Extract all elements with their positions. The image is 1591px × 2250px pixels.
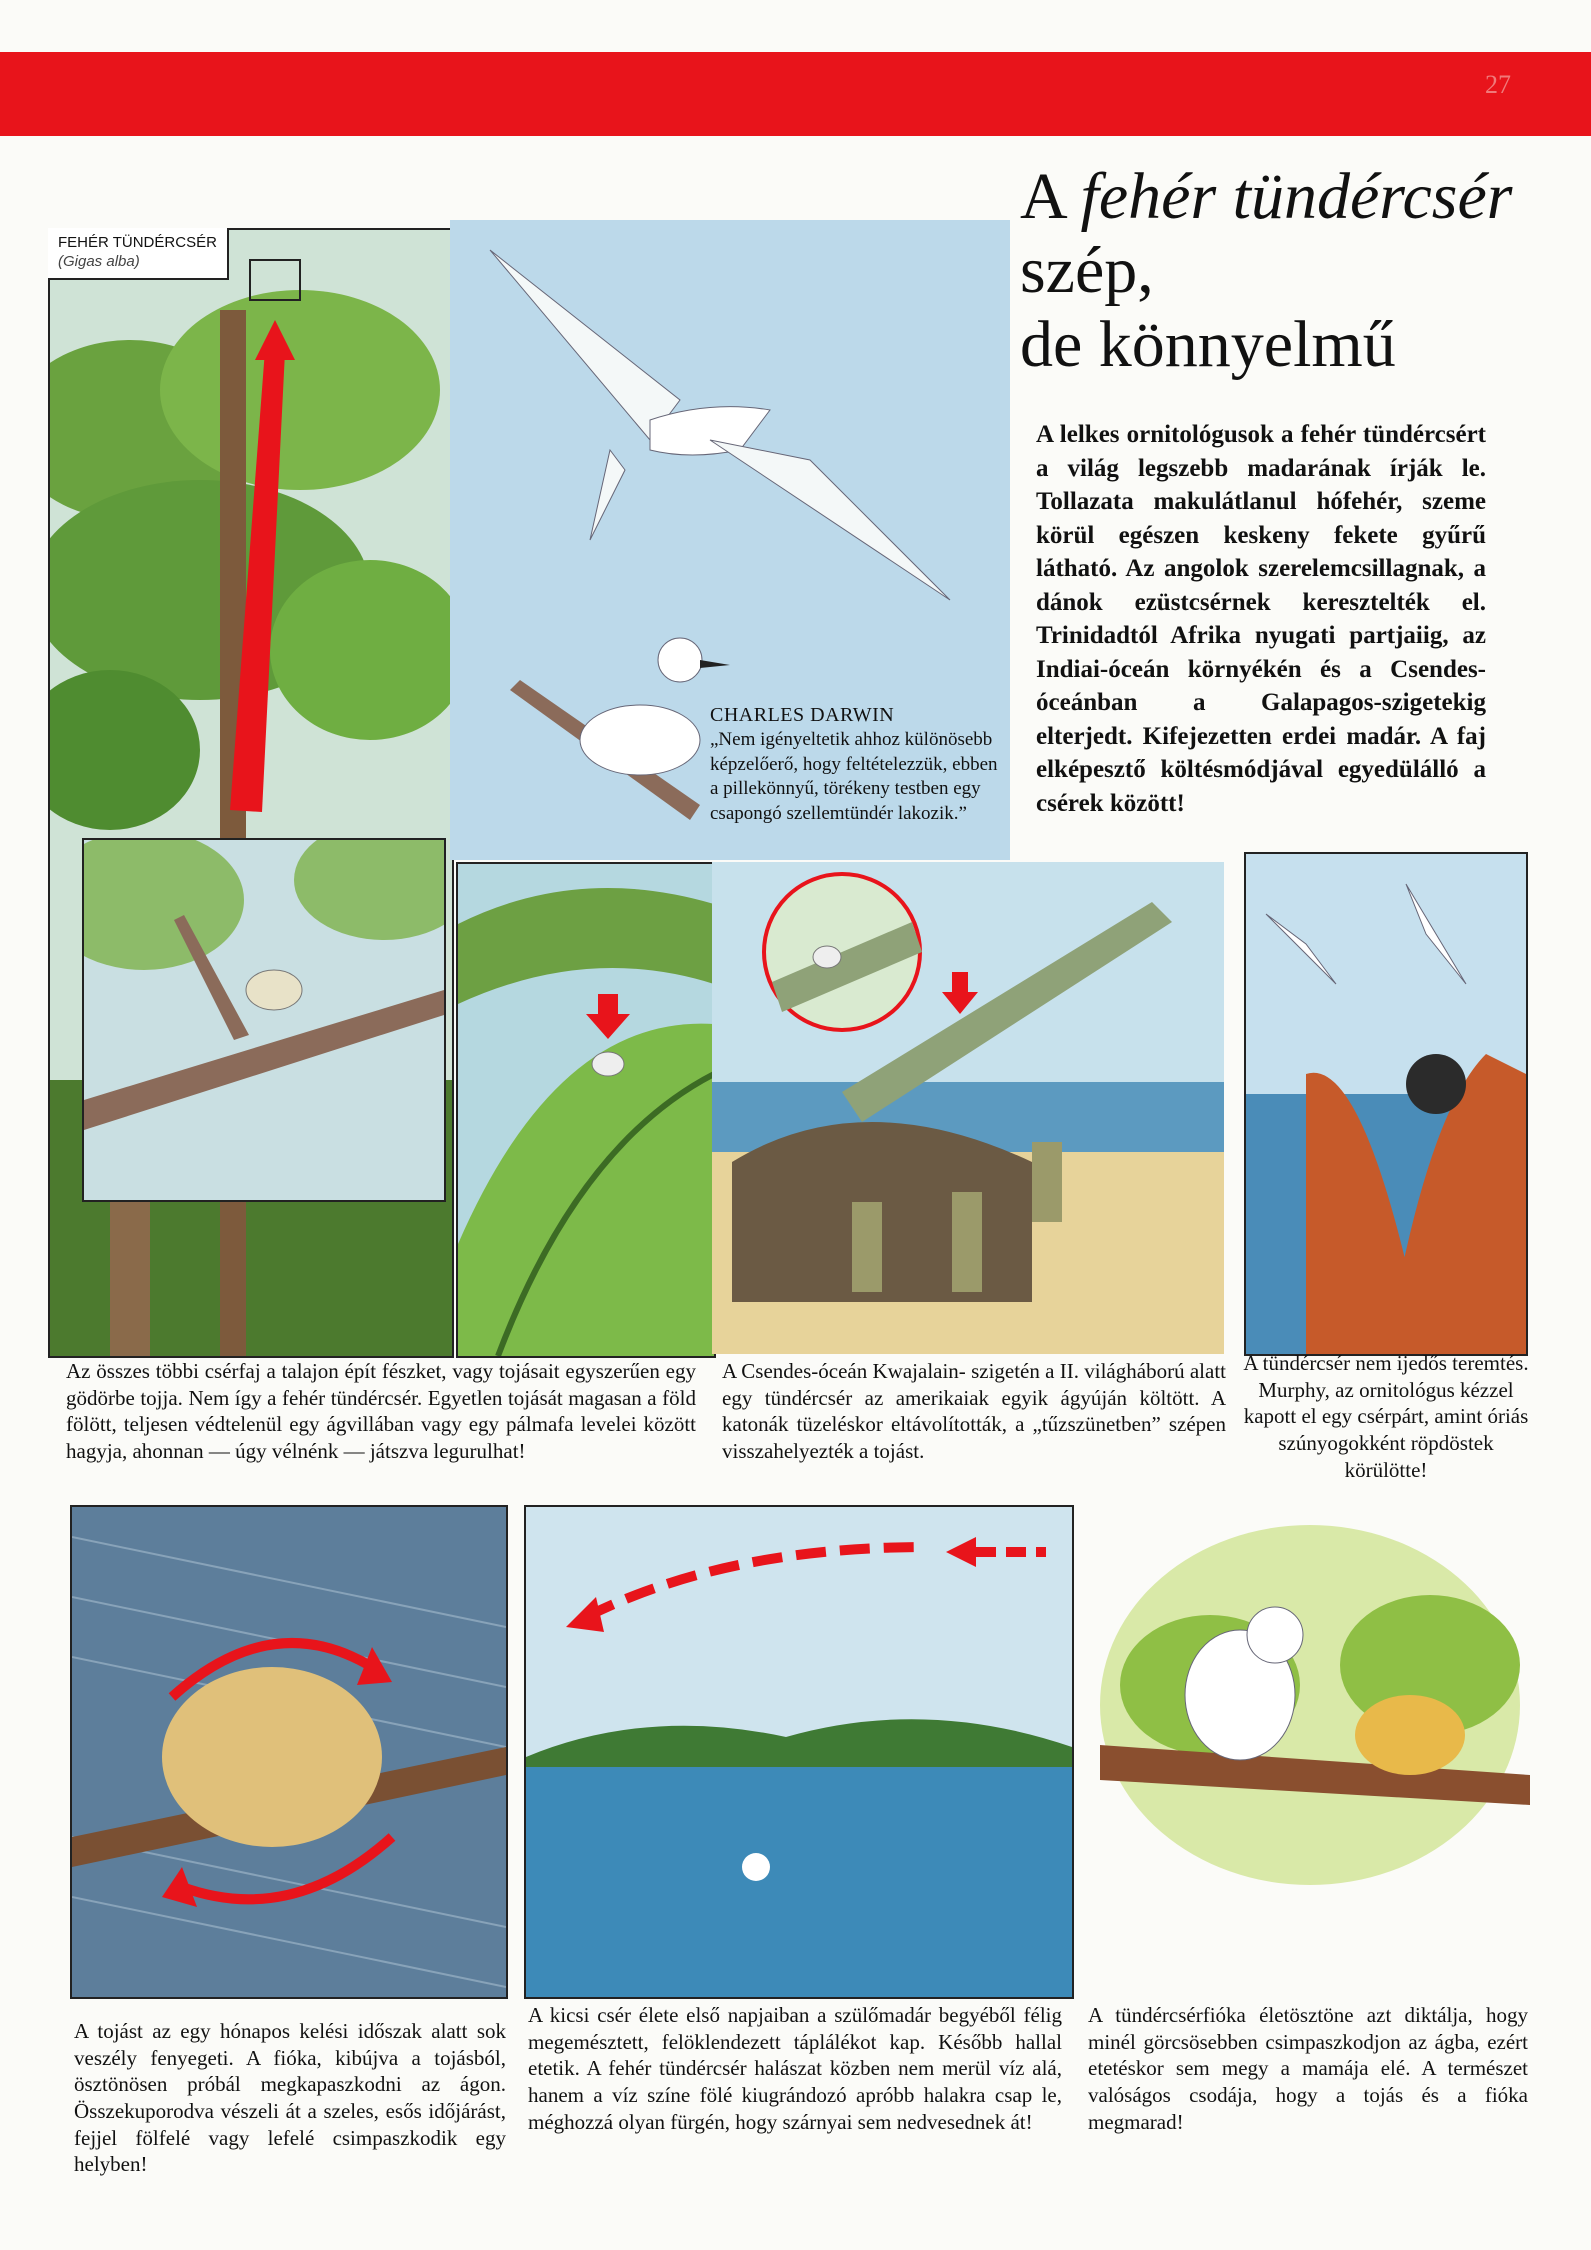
- caption-feeding: A kicsi csér élete első napjaiban a szülőmadár begyéből félig megemésztett, felöklendezett táplálékot kap. Később hallal etetik. A fehér tündércsér halászat közben nem merül víz alá, hanem a víz színe fölé kiugrándozó apróbb halakra csap le, méghozzá olyan fürgén, hogy szárnyai sem nedvesednek át!: [528, 2003, 1062, 2134]
- caption-wonder: A tündércsérfióka életösztöne azt diktálja, hogy minél görcsösebben csimpaszkodjon az ágba, ezért etetéskor sem megy a mamája elé. A természet valóságos csodája, hogy a tojás és a fióka megmarad!: [1088, 2003, 1528, 2134]
- palm-panel: [456, 862, 716, 1358]
- chick-in-storm-illustration: [72, 1507, 506, 1997]
- darwin-name: CHARLES DARWIN: [710, 704, 895, 726]
- cannon-soldiers-illustration: [712, 862, 1224, 1354]
- species-name: FEHÉR TÜNDÉRCSÉR: [58, 234, 217, 251]
- title-a: A: [1020, 160, 1065, 233]
- darwin-quote: „Nem igényeltetik ahhoz különösebb képzelőerő, hogy feltételezzük, ebben a pillekönnyű, törékeny testben egy csapongó szellemtündér lakozik.”: [710, 729, 998, 825]
- caption-kwajalein: A Csendes-óceán Kwajalain- szigetén a II. világháború alatt egy tündércsér az amerikaiak egyik ágyúján költött. A katonák tüzeléskor eltávolították, a „tűzszünetben” szépen visszahelyezték a tojást.: [722, 1359, 1226, 1463]
- murphy-catching-terns-illustration: [1246, 854, 1526, 1354]
- top-red-bar: [0, 52, 1591, 136]
- fishing-panel: [524, 1505, 1074, 1999]
- palm-egg-illustration: [458, 864, 714, 1356]
- cannon-panel: [712, 862, 1224, 1354]
- egg-on-branch-illustration: [84, 840, 444, 1200]
- title-rest2: de könnyelmű: [1020, 307, 1396, 381]
- page-title: [1020, 160, 1580, 382]
- caption-nest: Az összes többi csérfaj a talajon épít fészket, vagy tojásait egyszerűen egy gödörbe tojja. Nem így a fehér tündércsér. Egyetlen tojását magasan a föld fölött, teljesen védtelenül egy ágvillában vagy egy pálmafa levelei között hagyja, ahonnan — úgy vélnénk — játszva legurulhat!: [66, 1359, 696, 1463]
- feeding-panel: [1090, 1505, 1530, 1995]
- chick-storm-panel: [70, 1505, 508, 1999]
- caption-murphy: A tündércsér nem ijedős teremtés. Murphy, az ornitológus kézzel kapott el egy csérpárt, amint óriás szúnyogokként röpdöstek körülötte!: [1243, 1351, 1529, 1482]
- parent-and-chick-illustration: [1090, 1505, 1530, 1995]
- egg-inset-panel: [82, 838, 446, 1202]
- title-rest1: szép,: [1020, 233, 1154, 307]
- tern-fishing-illustration: [526, 1507, 1072, 1997]
- species-label: [48, 228, 229, 280]
- lead-paragraph: A lelkes ornitológusok a fehér tündércsért a világ legszebb madarának írják le. Tollazata makulátlanul hófehér, szeme körül egészen keskeny fekete gyűrű látható. Az angolok szerelemcsillagnak, a dánok ezüstcsérnek keresztelték el. Trinidadtól Afrika nyugati partjaiig, az Indiai-óceán környékén és a Csendes-óceánban a Galapagos-szigetekig elterjedt. Kifejezetten erdei madár. A faj elképesztő költésmódjával egyedülálló a csérek között!: [1036, 421, 1486, 817]
- page-number: 27: [1485, 70, 1511, 99]
- caption-chick: A tojást az egy hónapos kelési időszak alatt sok veszély fenyegeti. A fióka, kibújva a tojásból, ösztönösen próbál megkapaszkodni az ágon. Összekuporodva vészeli át a szeles, esős időjárást, fejjel fölfelé vagy lefelé csimpaszkodik egy helyben!: [74, 2019, 506, 2177]
- species-latin: (Gigas alba): [58, 252, 140, 270]
- title-italic: fehér tündércsér: [1080, 160, 1513, 233]
- darwin-quote-box: [710, 702, 1000, 827]
- murphy-panel: [1244, 852, 1528, 1356]
